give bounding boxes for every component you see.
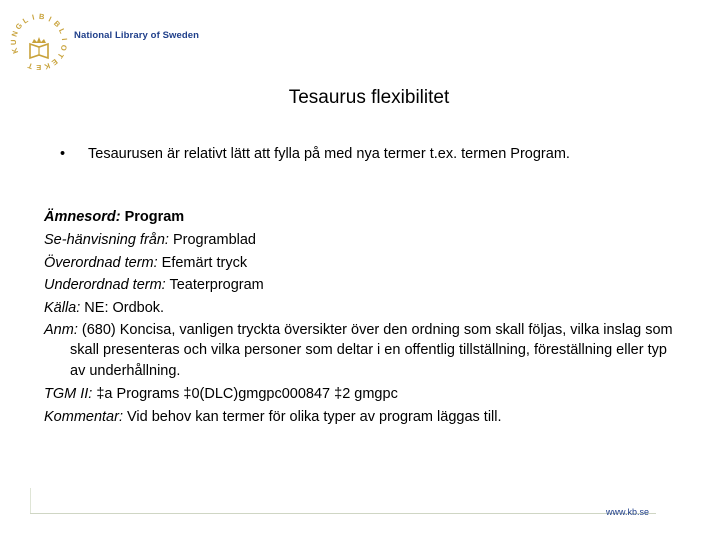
record-see-from xyxy=(44,229,674,252)
see-from-value: Programblad xyxy=(168,231,256,248)
record-narrower-term xyxy=(44,274,674,297)
comment-label: Kommentar: xyxy=(44,409,123,426)
logo-letter: K xyxy=(9,46,21,55)
record-source xyxy=(44,297,674,320)
logo-letter: I xyxy=(59,37,69,41)
tgm-value: ‡a Programs ‡0(DLC)gmgpc000847 ‡2 gmgpc xyxy=(92,386,398,403)
subject-value: Program xyxy=(120,209,185,225)
footer-url-link[interactable]: www.kb.se xyxy=(606,507,650,517)
logo-letter: O xyxy=(58,43,69,52)
bullet-icon: • xyxy=(60,146,66,162)
logo-letter: B xyxy=(38,11,45,22)
note-label: Anm: xyxy=(44,321,78,338)
footer-divider-vertical xyxy=(30,488,31,514)
narrower-value: Teaterprogram xyxy=(165,277,264,294)
kb-logo-emblem xyxy=(6,10,72,70)
source-value: NE: Ordbok. xyxy=(80,300,165,317)
broader-value: Efemärt tryck xyxy=(157,254,248,271)
logo-letter: K xyxy=(43,61,52,70)
bullet-text: Tesaurusen är relativt lätt att fylla på med nya termer t.ex. termen Program. xyxy=(88,146,570,162)
broader-label: Överordnad term: xyxy=(44,254,158,271)
logo-letter: B xyxy=(51,18,63,30)
logo-letter: G xyxy=(13,21,25,32)
tgm-label: TGM II: xyxy=(44,386,93,403)
crown-icon xyxy=(32,37,46,43)
organization-name: National Library of Sweden xyxy=(74,30,200,41)
logo-letter: U xyxy=(8,39,19,46)
record-subject xyxy=(44,206,674,229)
logo-letter: N xyxy=(9,29,20,38)
note-value: (680) Koncisa, vanligen tryckta översikter över den ordning som skall följas, vilka inslag som skall presenteras och vilka personer som deltar i en offentlig tillställning, föreställning eller typ av underhållning. xyxy=(70,321,673,379)
logo-letter: I xyxy=(47,14,53,24)
source-label: Källa: xyxy=(44,300,81,317)
record-comment xyxy=(44,406,674,429)
logo-letter: I xyxy=(31,12,36,22)
subject-label: Ämnesord: xyxy=(44,209,121,225)
logo-letter: L xyxy=(20,15,30,26)
see-from-label: Se-hänvisning från: xyxy=(44,231,169,248)
thesaurus-record xyxy=(44,206,674,429)
record-tgm xyxy=(44,383,674,406)
logo-letter: T xyxy=(26,60,34,70)
footer-divider xyxy=(30,513,656,514)
slide-title: Tesaurus flexibilitet xyxy=(288,87,450,108)
comment-value: Vid behov kan termer för olika typer av program läggas till. xyxy=(122,409,502,426)
logo-letter: T xyxy=(55,51,66,61)
kb-logo xyxy=(6,10,72,70)
record-broader-term xyxy=(44,252,674,275)
record-note xyxy=(44,320,674,382)
logo-letter: L xyxy=(56,26,68,35)
narrower-label: Underordnad term: xyxy=(44,277,166,294)
logo-letter: E xyxy=(49,57,60,68)
logo-letter: E xyxy=(36,62,42,70)
